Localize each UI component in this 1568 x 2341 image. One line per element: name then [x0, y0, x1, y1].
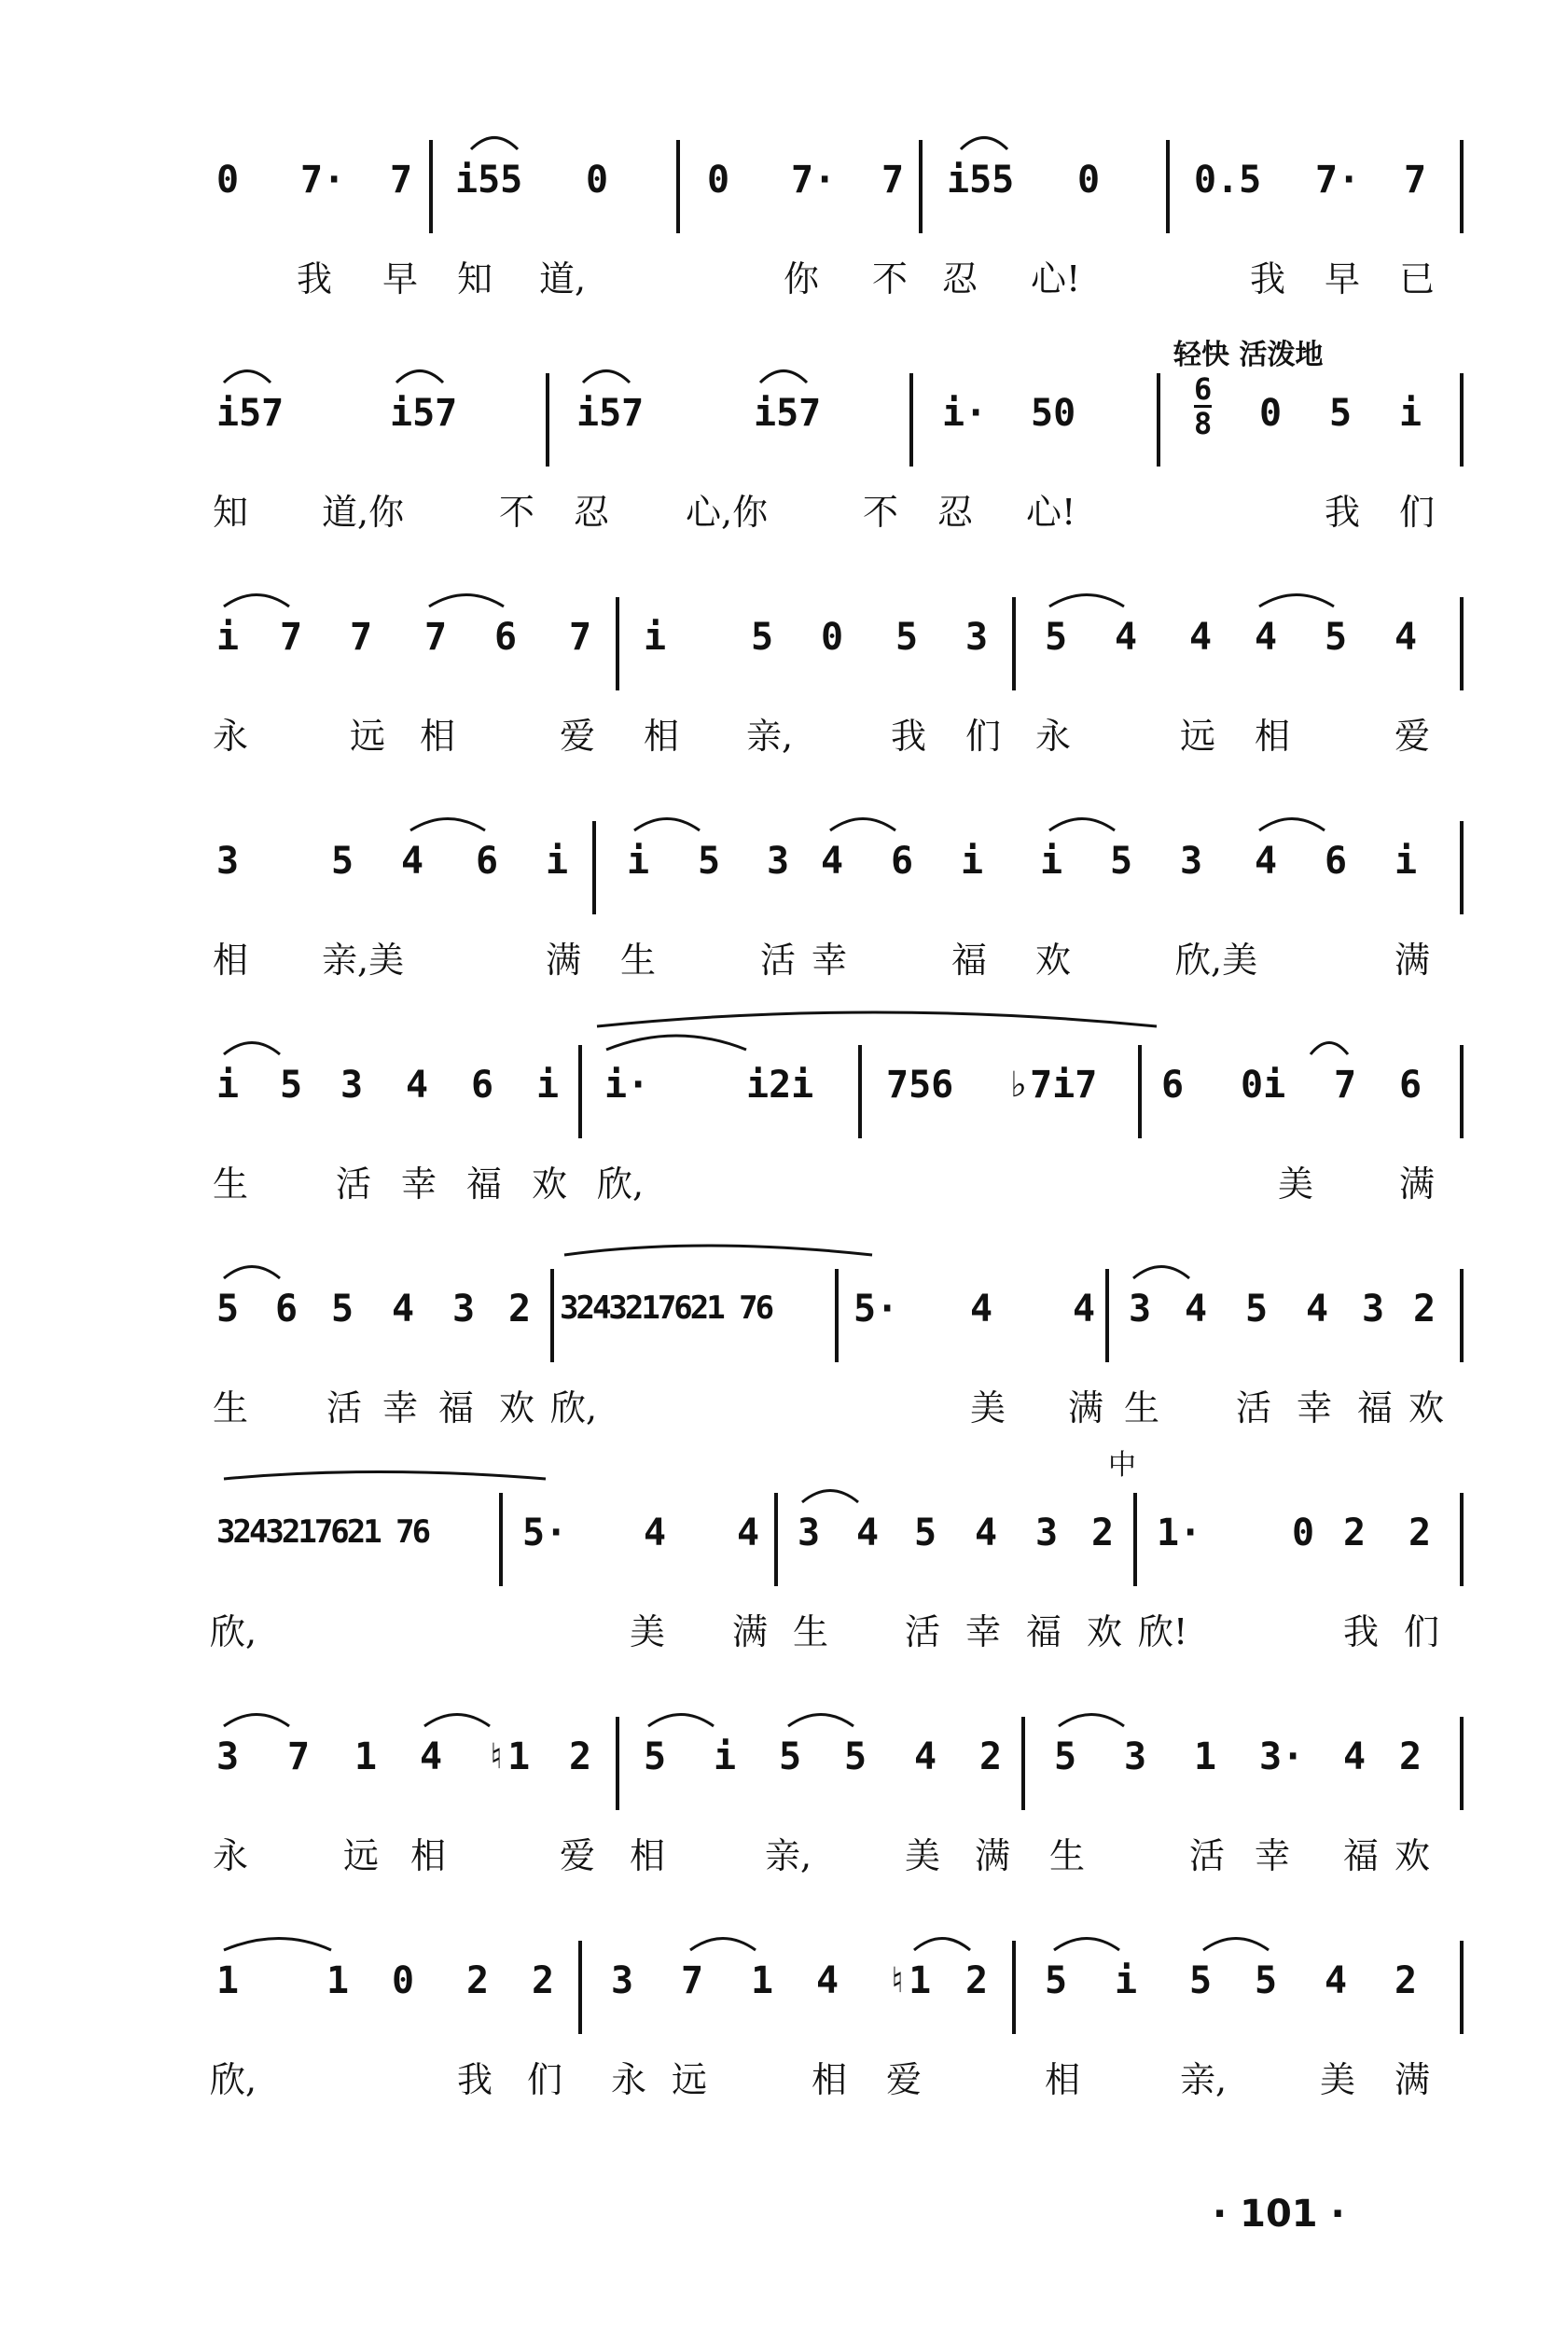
note: 1 — [354, 1735, 378, 1778]
note: 0 — [392, 1959, 415, 2002]
note: 4 — [1255, 616, 1278, 659]
note: 4 — [644, 1512, 667, 1554]
lyric: 心! — [1026, 492, 1076, 533]
lyric: 爱 — [560, 716, 596, 757]
note: 2 — [1091, 1512, 1115, 1554]
lyric: 亲, — [765, 1835, 812, 1876]
time-signature-bottom: 8 — [1194, 406, 1213, 441]
lyric: 心,你 — [686, 492, 769, 533]
note: 5 — [1245, 1288, 1269, 1331]
lyric: 我 — [1250, 258, 1286, 300]
note: 6 — [1161, 1064, 1185, 1107]
lyric: 相 — [644, 716, 680, 757]
lyric: 永 — [213, 716, 249, 757]
note: 5 — [779, 1735, 802, 1778]
note: i — [1399, 392, 1422, 435]
note: i — [714, 1735, 737, 1778]
note: 4 — [401, 840, 424, 883]
lyric: 你 — [784, 258, 820, 300]
note: 3 — [340, 1064, 364, 1107]
lyric: 早 — [1325, 258, 1361, 300]
barline — [616, 1717, 619, 1810]
note: 1· — [1157, 1512, 1202, 1554]
lyric: 满 — [1399, 1164, 1436, 1205]
note: 5 — [1110, 840, 1133, 883]
lyric: 们 — [965, 716, 1002, 757]
lyric: 远 — [350, 716, 386, 757]
barline — [1012, 1941, 1016, 2034]
notes-row — [0, 373, 1568, 457]
barline — [835, 1269, 839, 1362]
lyric: 爱 — [560, 1835, 596, 1876]
notes-row — [0, 821, 1568, 905]
barline — [1138, 1045, 1142, 1138]
note: 4 — [975, 1512, 998, 1554]
lyric: 我 — [1325, 492, 1361, 533]
barline — [1012, 597, 1016, 690]
note: 3 — [965, 616, 989, 659]
note: 6 — [471, 1064, 494, 1107]
note: i — [961, 840, 984, 883]
barline — [429, 140, 433, 233]
notes-row — [0, 1045, 1568, 1129]
note: 2 — [508, 1288, 532, 1331]
lyric: 活 — [1236, 1387, 1272, 1428]
lyric: 忍 — [942, 258, 978, 300]
note: 2 — [569, 1735, 592, 1778]
note: 0.5 — [1194, 159, 1262, 202]
note: 2 — [532, 1959, 555, 2002]
lyric: 相 — [630, 1835, 666, 1876]
tempo-marking: 轻快 活泼地 — [1173, 339, 1324, 371]
lyric: 不 — [872, 258, 909, 300]
note: 6 — [275, 1288, 298, 1331]
lyric: 满 — [546, 940, 582, 981]
lyric: 们 — [1404, 1611, 1440, 1652]
lyric: 美 — [630, 1611, 666, 1652]
lyric: 美 — [970, 1387, 1006, 1428]
note: 4 — [1325, 1959, 1348, 2002]
lyric: 亲,美 — [322, 940, 405, 981]
note: 5 — [1189, 1959, 1213, 2002]
note: 5 — [914, 1512, 937, 1554]
note: 3 — [216, 840, 240, 883]
note: 5 — [280, 1064, 303, 1107]
lyric: 幸 — [401, 1164, 437, 1205]
note: 5 — [698, 840, 721, 883]
note: 7 — [681, 1959, 704, 2002]
note: i57 — [754, 392, 822, 435]
barline — [774, 1493, 778, 1586]
lyric: 远 — [1180, 716, 1216, 757]
lyric: 欣, — [210, 1611, 257, 1652]
lyric: 欢 — [1408, 1387, 1445, 1428]
lyric: 们 — [1399, 492, 1436, 533]
time-signature — [1194, 373, 1212, 439]
note: 4 — [1343, 1735, 1367, 1778]
note: 3 — [1124, 1735, 1147, 1778]
note: 7 — [569, 616, 592, 659]
note: 3 — [1180, 840, 1203, 883]
lyric: 美 — [905, 1835, 941, 1876]
barline — [1460, 1941, 1464, 2034]
barline — [1460, 1045, 1464, 1138]
dynamic-marking: 中 — [1108, 1449, 1136, 1482]
note: 3243217621 76 — [560, 1289, 772, 1327]
barline — [919, 140, 923, 233]
lyric: 满 — [1068, 1387, 1104, 1428]
note: i — [627, 840, 650, 883]
lyric: 欣, — [550, 1387, 598, 1428]
note: 1 — [326, 1959, 350, 2002]
lyric: 已 — [1399, 258, 1436, 300]
barline — [1157, 373, 1160, 467]
lyric: 福 — [951, 940, 988, 981]
note: 5 — [1054, 1735, 1077, 1778]
lyric: 活 — [905, 1611, 941, 1652]
lyric: 永 — [213, 1835, 249, 1876]
note: 3 — [1129, 1288, 1152, 1331]
lyric: 忍 — [937, 492, 974, 533]
note: 5 — [1045, 616, 1068, 659]
note: 5· — [853, 1288, 899, 1331]
time-signature-top: 6 — [1194, 371, 1213, 407]
note: 2 — [979, 1735, 1003, 1778]
note: 5 — [844, 1735, 867, 1778]
note: 2 — [1408, 1512, 1432, 1554]
note: ♮1 — [485, 1735, 531, 1778]
lyric: 幸 — [382, 1387, 419, 1428]
note: 5 — [216, 1288, 240, 1331]
notes-row — [0, 1493, 1568, 1577]
lyric: 我 — [1343, 1611, 1380, 1652]
barline — [1105, 1269, 1109, 1362]
note: 4 — [737, 1512, 760, 1554]
note: 7 — [287, 1735, 311, 1778]
note: 3 — [1362, 1288, 1385, 1331]
note: 3 — [1035, 1512, 1059, 1554]
note: 7 — [350, 616, 373, 659]
lyric: 相 — [812, 2059, 848, 2100]
lyric: 远 — [672, 2059, 708, 2100]
lyric: 我 — [891, 716, 927, 757]
lyric: 生 — [1124, 1387, 1160, 1428]
note: 7 — [390, 159, 413, 202]
note: 5 — [1329, 392, 1353, 435]
lyric: 我 — [297, 258, 333, 300]
lyric: 远 — [343, 1835, 380, 1876]
notes-row — [0, 597, 1568, 681]
lyric: 满 — [1395, 940, 1431, 981]
note: 4 — [821, 840, 844, 883]
note: i57 — [216, 392, 284, 435]
lyric: 福 — [466, 1164, 503, 1205]
note: 7 — [424, 616, 448, 659]
note: 6 — [1399, 1064, 1422, 1107]
note: i2i — [746, 1064, 814, 1107]
lyric: 欢 — [1395, 1835, 1431, 1876]
lyric: 永 — [1035, 716, 1072, 757]
lyric: 亲, — [1180, 2059, 1228, 2100]
lyric: 我 — [457, 2059, 493, 2100]
lyric: 满 — [975, 1835, 1011, 1876]
note: i — [216, 1064, 240, 1107]
note: 5 — [1045, 1959, 1068, 2002]
lyric: 相 — [1255, 716, 1291, 757]
notes-row — [0, 1269, 1568, 1353]
note: 4 — [1255, 840, 1278, 883]
note: i — [546, 840, 569, 883]
lyrics-row — [0, 931, 1568, 987]
page-number: · 101 · — [1213, 2193, 1345, 2236]
note: i55 — [947, 159, 1015, 202]
lyrics-row — [0, 1155, 1568, 1211]
note: i55 — [455, 159, 523, 202]
lyric: 生 — [620, 940, 657, 981]
barline — [1460, 373, 1464, 467]
lyric: 爱 — [1395, 716, 1431, 757]
note: 3 — [216, 1735, 240, 1778]
barline — [1460, 821, 1464, 914]
note: 2 — [965, 1959, 989, 2002]
lyric: 永 — [611, 2059, 647, 2100]
lyric: 福 — [1343, 1835, 1380, 1876]
note: 3· — [1259, 1735, 1305, 1778]
lyric: 欢 — [1035, 940, 1072, 981]
lyric: 道,你 — [322, 492, 405, 533]
barline — [578, 1045, 582, 1138]
barline — [1460, 1493, 1464, 1586]
note: 3 — [611, 1959, 634, 2002]
lyric: 们 — [527, 2059, 563, 2100]
lyric: 幸 — [1255, 1835, 1291, 1876]
note: ♭7i7 — [1007, 1064, 1098, 1107]
lyric: 生 — [1049, 1835, 1086, 1876]
note: 5 — [1255, 1959, 1278, 2002]
lyric: 亲, — [746, 716, 794, 757]
note: 4 — [970, 1288, 993, 1331]
lyric: 欣, — [597, 1164, 645, 1205]
lyrics-row — [0, 1827, 1568, 1883]
lyric: 早 — [382, 258, 419, 300]
note: 5 — [644, 1735, 667, 1778]
lyric: 活 — [1189, 1835, 1226, 1876]
note: 2 — [1395, 1959, 1418, 2002]
lyric: 欢 — [532, 1164, 568, 1205]
lyric: 生 — [213, 1164, 249, 1205]
lyric: 美 — [1278, 1164, 1314, 1205]
lyric: 知 — [213, 492, 249, 533]
note: 0 — [1077, 159, 1101, 202]
note: 7· — [300, 159, 346, 202]
note: 2 — [1343, 1512, 1367, 1554]
lyric: 活 — [326, 1387, 363, 1428]
barline — [1460, 140, 1464, 233]
note: 4 — [1115, 616, 1138, 659]
slur-arc — [597, 1012, 1157, 1026]
note: 5 — [331, 840, 354, 883]
barline — [1460, 1269, 1464, 1362]
note: 3 — [452, 1288, 476, 1331]
note: i — [216, 616, 240, 659]
note: 6 — [891, 840, 914, 883]
note: 0 — [1292, 1512, 1315, 1554]
note: 2 — [466, 1959, 490, 2002]
lyric: 满 — [732, 1611, 769, 1652]
lyric: 幸 — [965, 1611, 1002, 1652]
note: 4 — [1073, 1288, 1096, 1331]
note: 6 — [494, 616, 518, 659]
lyric: 幸 — [1297, 1387, 1333, 1428]
lyric: 不 — [499, 492, 535, 533]
lyrics-row — [0, 250, 1568, 306]
lyric: 美 — [1320, 2059, 1356, 2100]
barline — [499, 1493, 503, 1586]
lyric: 相 — [1045, 2059, 1081, 2100]
note: 7· — [1315, 159, 1361, 202]
note: i — [536, 1064, 560, 1107]
note: i· — [942, 392, 988, 435]
lyrics-row — [0, 1603, 1568, 1659]
note: 50 — [1031, 392, 1076, 435]
note: 5 — [331, 1288, 354, 1331]
barline — [578, 1941, 582, 2034]
lyrics-row — [0, 483, 1568, 539]
note: 2 — [1413, 1288, 1436, 1331]
note: 0 — [821, 616, 844, 659]
note: i — [1395, 840, 1418, 883]
note: 4 — [392, 1288, 415, 1331]
note: 7 — [881, 159, 905, 202]
note: 0 — [1259, 392, 1283, 435]
lyric: 知 — [457, 258, 493, 300]
lyric: 忍 — [574, 492, 610, 533]
note: 4 — [406, 1064, 429, 1107]
note: 7 — [280, 616, 303, 659]
barline — [1460, 597, 1464, 690]
barline — [592, 821, 596, 914]
lyric: 欣! — [1138, 1611, 1188, 1652]
note: i57 — [390, 392, 458, 435]
lyric: 心! — [1031, 258, 1081, 300]
note: 4 — [1189, 616, 1213, 659]
lyrics-row — [0, 1379, 1568, 1435]
lyric: 欣, — [210, 2059, 257, 2100]
barline — [1166, 140, 1170, 233]
barline — [550, 1269, 554, 1362]
barline — [1460, 1717, 1464, 1810]
note: 5 — [895, 616, 919, 659]
note: 1 — [216, 1959, 240, 2002]
note: i — [644, 616, 667, 659]
barline — [546, 373, 549, 467]
lyric: 福 — [438, 1387, 475, 1428]
note: 4 — [856, 1512, 880, 1554]
note: 3 — [798, 1512, 821, 1554]
note: ♮1 — [886, 1959, 932, 2002]
barline — [858, 1045, 862, 1138]
note: 0 — [216, 159, 240, 202]
note: 3243217621 76 — [216, 1513, 429, 1551]
note: 6 — [476, 840, 499, 883]
note: 4 — [1185, 1288, 1208, 1331]
lyric: 相 — [420, 716, 456, 757]
lyric: 满 — [1395, 2059, 1431, 2100]
note: 5 — [751, 616, 774, 659]
lyric: 欢 — [499, 1387, 535, 1428]
note: 7· — [791, 159, 837, 202]
note: 7 — [1334, 1064, 1357, 1107]
lyric: 生 — [793, 1611, 829, 1652]
note: 4 — [1306, 1288, 1329, 1331]
barline — [676, 140, 680, 233]
note: 1 — [1194, 1735, 1217, 1778]
slur-arc — [564, 1246, 872, 1255]
lyric: 欣,美 — [1175, 940, 1258, 981]
note: 2 — [1399, 1735, 1422, 1778]
note: 4 — [914, 1735, 937, 1778]
note: i — [1115, 1959, 1138, 2002]
note: 6 — [1325, 840, 1348, 883]
notes-row — [0, 1717, 1568, 1801]
notes-row — [0, 140, 1568, 224]
lyric: 幸 — [812, 940, 848, 981]
note: 7 — [1404, 159, 1427, 202]
lyric: 相 — [213, 940, 249, 981]
note: 4 — [420, 1735, 443, 1778]
slur-arc — [224, 1472, 546, 1480]
note: i· — [604, 1064, 650, 1107]
lyric: 欢 — [1087, 1611, 1123, 1652]
notes-row — [0, 1941, 1568, 2025]
barline — [616, 597, 619, 690]
lyric: 不 — [863, 492, 899, 533]
lyric: 活 — [760, 940, 797, 981]
barline — [1021, 1717, 1025, 1810]
note: 0 — [586, 159, 609, 202]
barline — [909, 373, 913, 467]
note: 0 — [707, 159, 730, 202]
note: 4 — [816, 1959, 840, 2002]
note: 756 — [886, 1064, 954, 1107]
lyric: 生 — [213, 1387, 249, 1428]
note: 3 — [767, 840, 790, 883]
note: 1 — [751, 1959, 774, 2002]
lyric: 福 — [1026, 1611, 1062, 1652]
lyrics-row — [0, 707, 1568, 763]
note: 4 — [1395, 616, 1418, 659]
note: 5 — [1325, 616, 1348, 659]
lyric: 相 — [410, 1835, 447, 1876]
lyric: 活 — [336, 1164, 372, 1205]
note: 5· — [522, 1512, 568, 1554]
note: 0i — [1241, 1064, 1286, 1107]
note: i — [1040, 840, 1063, 883]
lyrics-row — [0, 2051, 1568, 2107]
note: i57 — [576, 392, 645, 435]
lyric: 福 — [1357, 1387, 1394, 1428]
barline — [1133, 1493, 1137, 1586]
lyric: 道, — [539, 258, 587, 300]
lyric: 爱 — [886, 2059, 923, 2100]
